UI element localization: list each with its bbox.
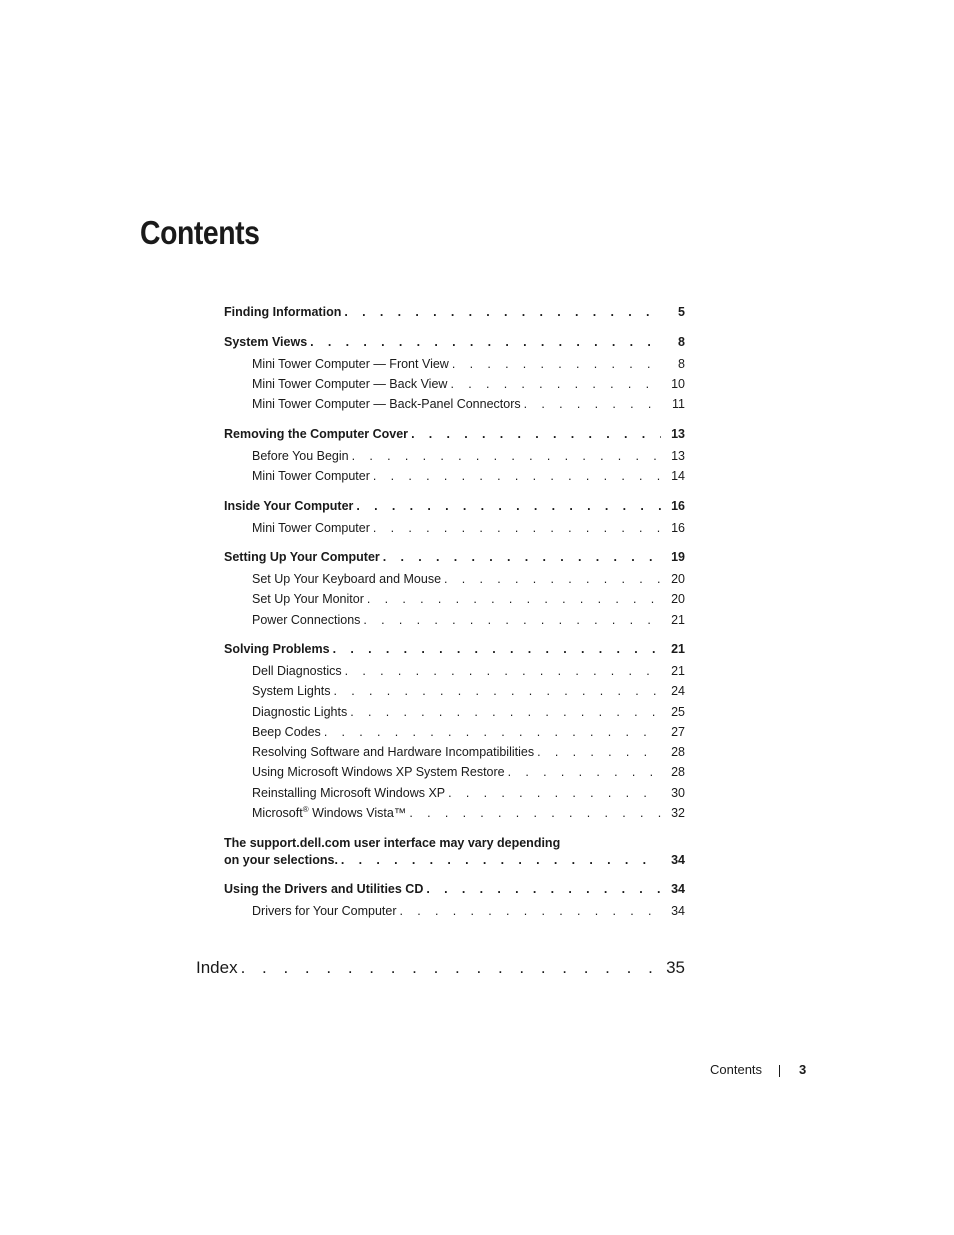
toc-entry-page: 34 (671, 882, 685, 896)
dot-leader (360, 611, 661, 629)
toc-entry-finding-information[interactable] (224, 303, 685, 321)
toc-entry-before-you-begin[interactable] (252, 447, 685, 465)
toc-entry-label: Power Connections (252, 613, 361, 627)
toc-entry-dell-diagnostics[interactable] (252, 662, 685, 680)
dot-leader (521, 395, 661, 413)
toc-entry-diagnostic-lights[interactable] (252, 703, 685, 721)
toc-entry-system-restore[interactable] (252, 763, 685, 781)
toc-entry-drivers-cd[interactable] (224, 880, 685, 898)
toc-entry-removing-cover[interactable] (224, 425, 685, 443)
dot-leader (423, 880, 661, 898)
toc-entry-label: Drivers for Your Computer (252, 904, 397, 918)
toc-entry-label: Mini Tower Computer — Back View (252, 377, 448, 391)
toc-entry-label: Set Up Your Keyboard and Mouse (252, 572, 442, 586)
dot-leader (447, 375, 661, 393)
toc-entry-label: Set Up Your Monitor (252, 592, 364, 606)
dot-leader (534, 743, 661, 761)
toc-entry-label: Mini Tower Computer (252, 521, 370, 535)
toc-entry-system-lights[interactable] (252, 682, 685, 700)
dot-leader (330, 640, 661, 658)
toc-entry-incompatibilities[interactable] (252, 743, 685, 761)
dot-leader (370, 467, 661, 485)
toc-entry-page: 21 (671, 613, 685, 627)
page-title: Contents (140, 214, 260, 251)
toc-entry-keyboard-mouse[interactable] (252, 570, 685, 588)
dot-leader (349, 447, 661, 465)
toc-entry-page: 16 (671, 499, 685, 513)
footer-divider (779, 1065, 780, 1077)
toc-entry-page: 14 (671, 469, 685, 483)
dot-leader (342, 662, 661, 680)
dot-leader (397, 902, 661, 920)
toc-entry-drivers-computer[interactable] (252, 902, 685, 920)
toc-entry-page: 27 (671, 725, 685, 739)
dot-leader (445, 784, 661, 802)
toc-entry-label: Setting Up Your Computer (224, 550, 380, 564)
toc-entry-label: Resolving Software and Hardware Incompatibilities (252, 745, 535, 759)
toc-entry-reinstalling-xp[interactable] (252, 784, 685, 802)
toc-entry-label: Diagnostic Lights (252, 705, 348, 719)
dot-leader (307, 333, 661, 351)
page-footer (690, 1060, 810, 1080)
toc-entry-monitor[interactable] (252, 590, 685, 608)
toc-entry-label (252, 804, 406, 822)
toc-entry-front-view[interactable] (252, 355, 685, 373)
toc-entry-page: 8 (678, 357, 685, 371)
toc-entry-page: 19 (671, 550, 685, 564)
dot-leader (406, 804, 661, 822)
dot-leader (449, 355, 661, 373)
dot-leader (380, 548, 661, 566)
toc-entry-back-panel-connectors[interactable] (252, 395, 685, 413)
toc-entry-page: 25 (671, 705, 685, 719)
toc-entry-label: Mini Tower Computer (252, 469, 370, 483)
dot-leader (408, 425, 661, 443)
toc-entry-page: 24 (671, 684, 685, 698)
toc-entry-mini-tower-computer[interactable] (252, 467, 685, 485)
dot-leader (238, 956, 661, 980)
toc-entry-support-line2[interactable] (224, 851, 685, 869)
vista-label-part: Microsoft (252, 806, 303, 820)
toc-entry-label: System Lights (252, 684, 331, 698)
toc-entry-windows-vista[interactable] (252, 804, 685, 822)
toc-entry-label: Removing the Computer Cover (224, 427, 409, 441)
dot-leader (341, 303, 661, 321)
toc-entry-page: 30 (671, 786, 685, 800)
dot-leader (353, 497, 661, 515)
toc-entry-page: 20 (671, 592, 685, 606)
toc-entry-page: 13 (671, 427, 685, 441)
vista-label-part: Windows Vista™ (308, 806, 407, 820)
dot-leader (364, 590, 661, 608)
toc-entry-inside-your-computer[interactable] (224, 497, 685, 515)
toc-entry-label: Using Microsoft Windows XP System Restore (252, 765, 505, 779)
page-number: 3 (799, 1062, 807, 1077)
toc-entry-label: Reinstalling Microsoft Windows XP (252, 786, 446, 800)
toc-entry-page: 21 (671, 664, 685, 678)
toc-entry-label: Index (196, 958, 238, 977)
toc-entry-back-view[interactable] (252, 375, 685, 393)
toc-entry-label: Mini Tower Computer — Back-Panel Connectors (252, 397, 521, 411)
toc-entry-page: 13 (671, 449, 685, 463)
toc-entry-index[interactable] (196, 956, 685, 980)
toc-entry-label: Inside Your Computer (224, 499, 354, 513)
dot-leader (347, 703, 661, 721)
toc-entry-setting-up[interactable] (224, 548, 685, 566)
toc-entry-label: Before You Begin (252, 449, 349, 463)
toc-entry-system-views[interactable] (224, 333, 685, 351)
toc-entry-page: 21 (671, 642, 685, 656)
toc-entry-label: on your selections. (224, 853, 338, 867)
toc-entry-page: 20 (671, 572, 685, 586)
toc-entry-label: Mini Tower Computer — Front View (252, 357, 449, 371)
toc-entry-page: 34 (671, 853, 685, 867)
toc-entry-label: Solving Problems (224, 642, 330, 656)
toc-entry-page: 11 (672, 397, 685, 411)
dot-leader (321, 723, 661, 741)
toc-entry-page: 34 (671, 904, 685, 918)
toc-entry-label: Using the Drivers and Utilities CD (224, 882, 424, 896)
footer-label: Contents (710, 1062, 763, 1077)
dot-leader (505, 763, 661, 781)
toc-entry-page: 35 (666, 958, 685, 977)
toc-entry-page: 32 (671, 806, 685, 820)
toc-entry-label: Finding Information (224, 305, 342, 319)
dot-leader (370, 519, 661, 537)
toc-entry-page: 16 (671, 521, 685, 535)
toc-entry-page: 28 (671, 745, 685, 759)
registered-mark: ® (302, 804, 309, 814)
toc-entry-power-connections[interactable] (252, 611, 685, 629)
toc-entry-label: System Views (224, 335, 308, 349)
dot-leader (331, 682, 661, 700)
dot-leader (338, 851, 661, 869)
toc-entry-support-line1[interactable]: The support.dell.com user interface may vary depending (224, 836, 561, 850)
dot-leader (441, 570, 661, 588)
toc-entry-page: 10 (671, 377, 685, 391)
toc-entry-solving-problems[interactable] (224, 640, 685, 658)
toc-entry-beep-codes[interactable] (252, 723, 685, 741)
toc-entry-label: Dell Diagnostics (252, 664, 342, 678)
toc-entry-label: Beep Codes (252, 725, 321, 739)
toc-entry-mini-tower-computer[interactable] (252, 519, 685, 537)
toc-entry-page: 5 (678, 305, 685, 319)
toc-entry-page: 8 (678, 335, 685, 349)
toc-entry-page: 28 (671, 765, 685, 779)
